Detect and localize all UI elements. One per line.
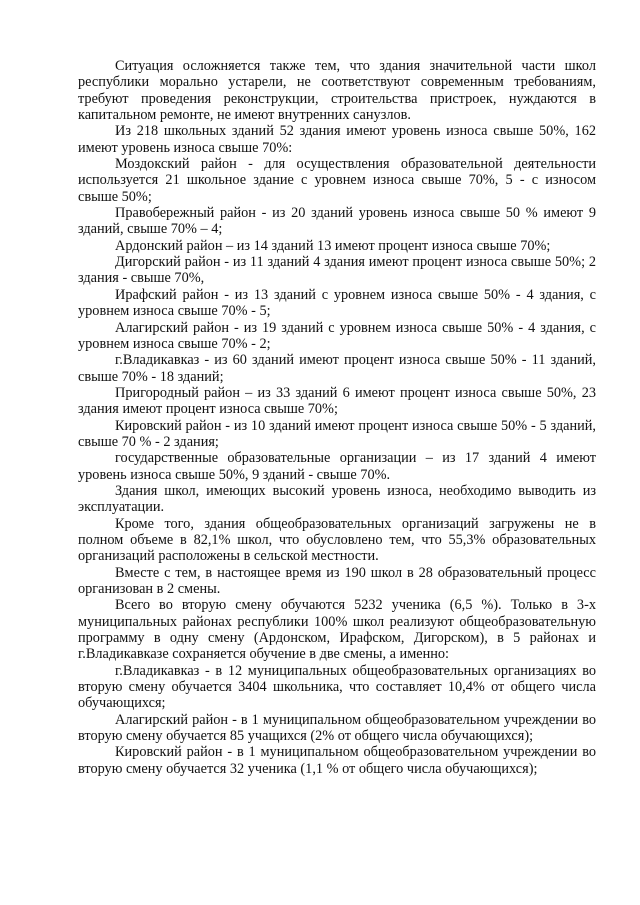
paragraph-mozdok: Моздокский район - для осуществления образовательной деятельности используется 21 школьное здание с уровнем износа свыше 70%, 5 - с износом свыше 50%;	[78, 156, 596, 205]
paragraph-decommission: Здания школ, имеющих высокий уровень износа, необходимо выводить из эксплуатации.	[78, 482, 596, 516]
paragraph-prigorodny: Пригородный район – из 33 зданий 6 имеют процент износа свыше 50%, 23 здания имеют процент износа свыше 70%;	[78, 384, 596, 418]
paragraph-outdated-buildings: Ситуация осложняется также тем, что здания значительной части школ республики морально устарели, не соответствуют современным требованиям, требуют проведения реконструкции, строительства пристроек, нуждаются в капитальном ремонте, не имеют внутренних санузлов.	[78, 58, 596, 124]
paragraph-two-shifts: Вместе с тем, в настоящее время из 190 школ в 28 образовательный процесс организован в 2 смены.	[78, 564, 596, 597]
document-page	[78, 58, 596, 777]
paragraph-state-organizations: государственные образовательные организации – из 17 зданий 4 имеют уровень износа свыше 50%, 9 зданий - свыше 70%.	[78, 450, 596, 483]
paragraph-alagir: Алагирский район - из 19 зданий с уровнем износа свыше 50% - 4 здания, с уровнем износа свыше 70% - 2;	[78, 319, 596, 352]
paragraph-digora: Дигорский район - из 11 зданий 4 здания имеют процент износа свыше 50%; 2 здания - свыше 70%,	[78, 254, 596, 287]
paragraph-underloaded: Кроме того, здания общеобразовательных организаций загружены не в полном объеме в 82,1% школ, что обусловлено тем, что 55,3% образовательных организаций расположены в сельской местности.	[78, 515, 596, 565]
paragraph-second-shift-total: Всего во вторую смену обучаются 5232 ученика (6,5 %). Только в 3-х муниципальных районах республики 100% школ реализуют общеобразовательную программу в одну смену (Ардонском, Ирафском, Дигорском), в 5 районах и г.Владикавказе сохраняется обучение в две смены, а именно:	[78, 597, 596, 663]
paragraph-pravoberezhny: Правобережный район - из 20 зданий уровень износа свыше 50 % имеют 9 зданий, свыше 70% – 4;	[78, 205, 596, 238]
paragraph-second-shift-kirov: Кировский район - в 1 муниципальном общеобразовательном учреждении во вторую смену обучается 32 ученика (1,1 % от общего числа обучающихся);	[78, 744, 596, 777]
paragraph-ardon: Ардонский район – из 14 зданий 13 имеют процент износа свыше 70%;	[115, 237, 551, 254]
paragraph-second-shift-vladikavkaz: г.Владикавказ - в 12 муниципальных общеобразовательных организациях во вторую смену обучается 3404 школьника, что составляет 10,4% от общего числа обучающихся;	[78, 662, 596, 712]
paragraph-iraf: Ирафский район - из 13 зданий с уровнем износа свыше 50% - 4 здания, с уровнем износа свыше 70% - 5;	[78, 286, 596, 320]
paragraph-vladikavkaz: г.Владикавказ - из 60 зданий имеют процент износа свыше 50% - 11 зданий, свыше 70% - 18 зданий;	[78, 352, 596, 385]
paragraph-kirov: Кировский район - из 10 зданий имеют процент износа свыше 50% - 5 зданий, свыше 70 % - 2 здания;	[78, 417, 596, 450]
paragraph-second-shift-alagir: Алагирский район - в 1 муниципальном общеобразовательном учреждении во вторую смену обучается 85 учащихся (2% от общего числа обучающихся);	[78, 711, 596, 745]
paragraph-wear-summary: Из 218 школьных зданий 52 здания имеют уровень износа свыше 50%, 162 имеют уровень износа свыше 70%:	[78, 123, 596, 156]
